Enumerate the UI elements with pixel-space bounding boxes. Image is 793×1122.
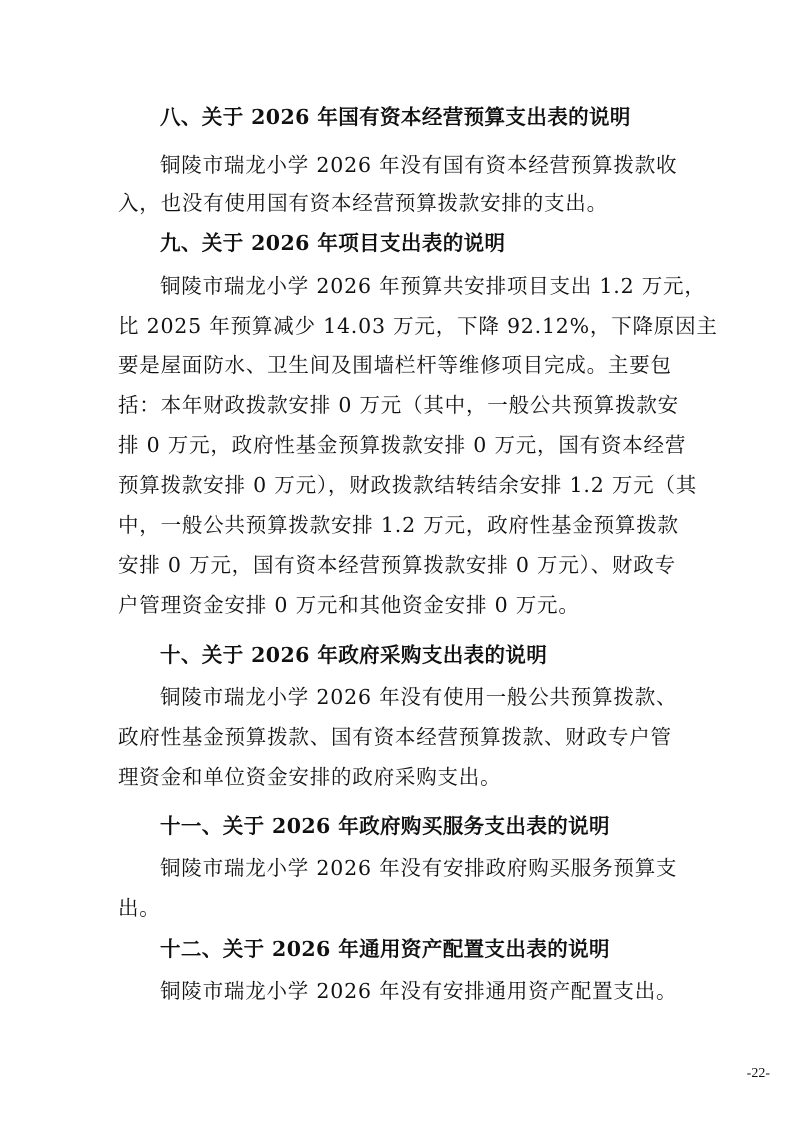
section-heading-9: 九、关于 2026 年项目支出表的说明 [160, 231, 506, 255]
section-heading-10: 十、关于 2026 年政府采购支出表的说明 [160, 643, 548, 667]
section-heading-8: 八、关于 2026 年国有资本经营预算支出表的说明 [160, 105, 631, 129]
paragraph-line: 排 0 万元，政府性基金预算拨款安排 0 万元，国有资本经营 [118, 433, 687, 457]
paragraph-line: 铜陵市瑞龙小学 2026 年没有安排通用资产配置支出。 [160, 979, 678, 1003]
paragraph-line: 铜陵市瑞龙小学 2026 年预算共安排项目支出 1.2 万元， [160, 274, 706, 298]
paragraph-line: 要是屋面防水、卫生间及围墙栏杆等维修项目完成。主要包 [118, 353, 672, 377]
paragraph-line: 出。 [118, 896, 161, 920]
paragraph-line: 政府性基金预算拨款、国有资本经营预算拨款、财政专户管 [118, 725, 672, 749]
paragraph-line: 中，一般公共预算拨款安排 1.2 万元，政府性基金预算拨款 [118, 513, 679, 537]
page-number: -22- [746, 1066, 770, 1081]
paragraph-line: 预算拨款安排 0 万元），财政拨款结转结余安排 1.2 万元（其 [118, 473, 698, 497]
paragraph-line: 铜陵市瑞龙小学 2026 年没有安排政府购买服务预算支 [160, 856, 678, 880]
paragraph-line: 安排 0 万元，国有资本经营预算拨款安排 0 万元）、财政专 [118, 553, 676, 577]
section-heading-12: 十二、关于 2026 年通用资产配置支出表的说明 [160, 937, 610, 961]
paragraph-line: 比 2025 年预算减少 14.03 万元，下降 92.12%，下降原因主 [118, 314, 718, 338]
paragraph-line: 入，也没有使用国有资本经营预算拨款安排的支出。 [118, 191, 608, 215]
paragraph-line: 铜陵市瑞龙小学 2026 年没有国有资本经营预算拨款收 [160, 153, 678, 177]
section-heading-11: 十一、关于 2026 年政府购买服务支出表的说明 [160, 814, 610, 838]
paragraph-line: 户管理资金安排 0 万元和其他资金安排 0 万元。 [118, 593, 580, 617]
paragraph-line: 括：本年财政拨款安排 0 万元（其中，一般公共预算拨款安 [118, 393, 679, 417]
paragraph-line: 铜陵市瑞龙小学 2026 年没有使用一般公共预算拨款、 [160, 685, 678, 709]
paragraph-line: 理资金和单位资金安排的政府采购支出。 [118, 765, 502, 789]
